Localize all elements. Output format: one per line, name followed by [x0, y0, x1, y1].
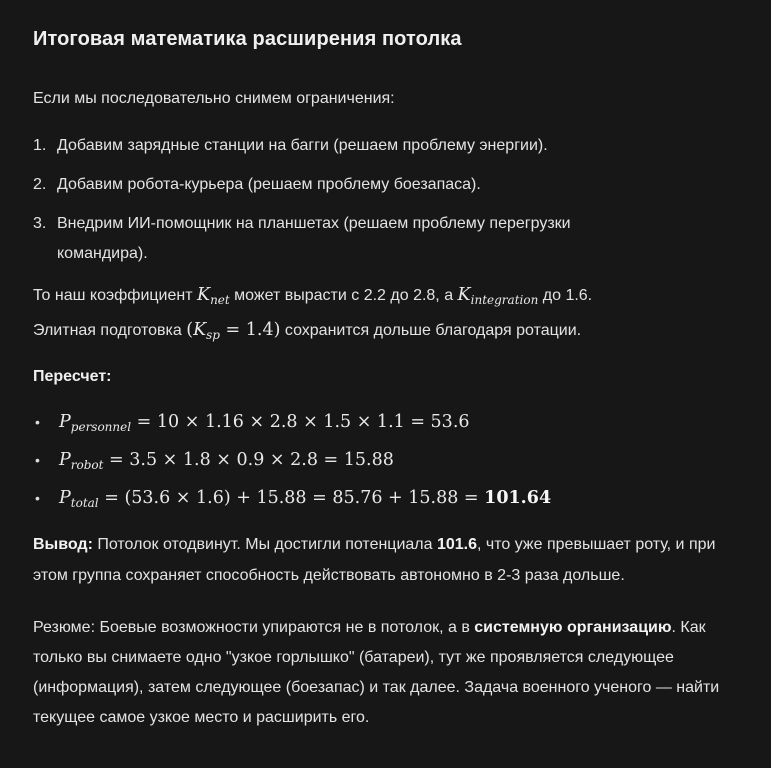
coefficient-line-1	[33, 278, 738, 313]
page-title: Итоговая математика расширения потолка	[33, 28, 462, 50]
formulas-list	[33, 407, 738, 513]
summary-bold: системную организацию	[474, 619, 672, 636]
math-k-net: $K_{net}$	[197, 285, 230, 307]
list-item	[33, 170, 738, 200]
text-segment: Резюме: Боевые возможности упираются не в потолок, а в	[33, 619, 475, 636]
list-item-text: Добавим зарядные станции на багги (решаем проблему энергии).	[57, 137, 548, 154]
list-item	[33, 131, 738, 161]
text-segment: может вырасти с 2.2 до 2.8, а	[229, 287, 458, 304]
conclusion-value: 101.6	[436, 536, 478, 553]
text-segment: . Как только вы снимаете одно "узкое горлышко" (батареи), тут же проявляется следующее (информация), затем следующее (боезапас) и так далее. Задача военного ученого — найти текущее самое узкое место и расширить его.	[33, 619, 720, 726]
text-segment: Потолок отодвинут. Мы достигли потенциала	[92, 536, 437, 553]
math-k-integration: $K_{integration}$	[457, 285, 539, 307]
math-k-sp: $(K_{sp} = 1.4)$	[186, 320, 281, 342]
list-item	[33, 209, 738, 269]
intro-paragraph: Если мы последовательно снимем ограничения:	[33, 90, 395, 107]
text-segment: до 1.6.	[538, 287, 593, 304]
bullet-icon: •	[35, 452, 40, 468]
coefficient-line-2	[33, 313, 738, 348]
bullet-icon: •	[35, 414, 40, 430]
text-segment: То наш коэффициент	[33, 287, 197, 304]
formula-item	[33, 445, 738, 475]
list-item-number: 2.	[33, 176, 47, 193]
text-segment: Элитная подготовка	[33, 322, 187, 339]
list-item-number: 1.	[33, 137, 47, 154]
constraints-list	[33, 131, 738, 269]
list-item-text: Добавим робота-курьера (решаем проблему боезапаса).	[57, 176, 481, 193]
text-segment: , что уже превышает роту, и при этом группа сохраняет способность действовать автономно в 2-3 раза дольше.	[33, 536, 716, 584]
conclusion-label: Вывод:	[33, 536, 93, 553]
conclusion-paragraph	[33, 529, 738, 591]
formula-personnel: $P_{personnel} = 10 \times 1.16 \times 2.8 \times 1.5 \times 1.1 = 53.6$	[59, 412, 470, 434]
formula-item	[33, 483, 738, 513]
formula-robot: $P_{robot} = 3.5 \times 1.8 \times 0.9 \times 2.8 = 15.88$	[59, 450, 394, 472]
formula-total: $P_{total} = (53.6 \times 1.6) + 15.88 = 85.76 + 15.88 = 101.64$	[59, 488, 552, 510]
list-item-number: 3.	[33, 215, 47, 232]
formula-item	[33, 407, 738, 437]
text-segment: сохранится дольше благодаря ротации.	[280, 322, 582, 339]
summary-paragraph	[33, 613, 738, 733]
list-item-text: Внедрим ИИ-помощник на планшетах (решаем проблему перегрузки командира).	[57, 215, 571, 262]
coefficient-paragraph	[33, 278, 738, 348]
recalc-heading: Пересчет:	[33, 368, 112, 385]
bullet-icon: •	[35, 490, 40, 506]
